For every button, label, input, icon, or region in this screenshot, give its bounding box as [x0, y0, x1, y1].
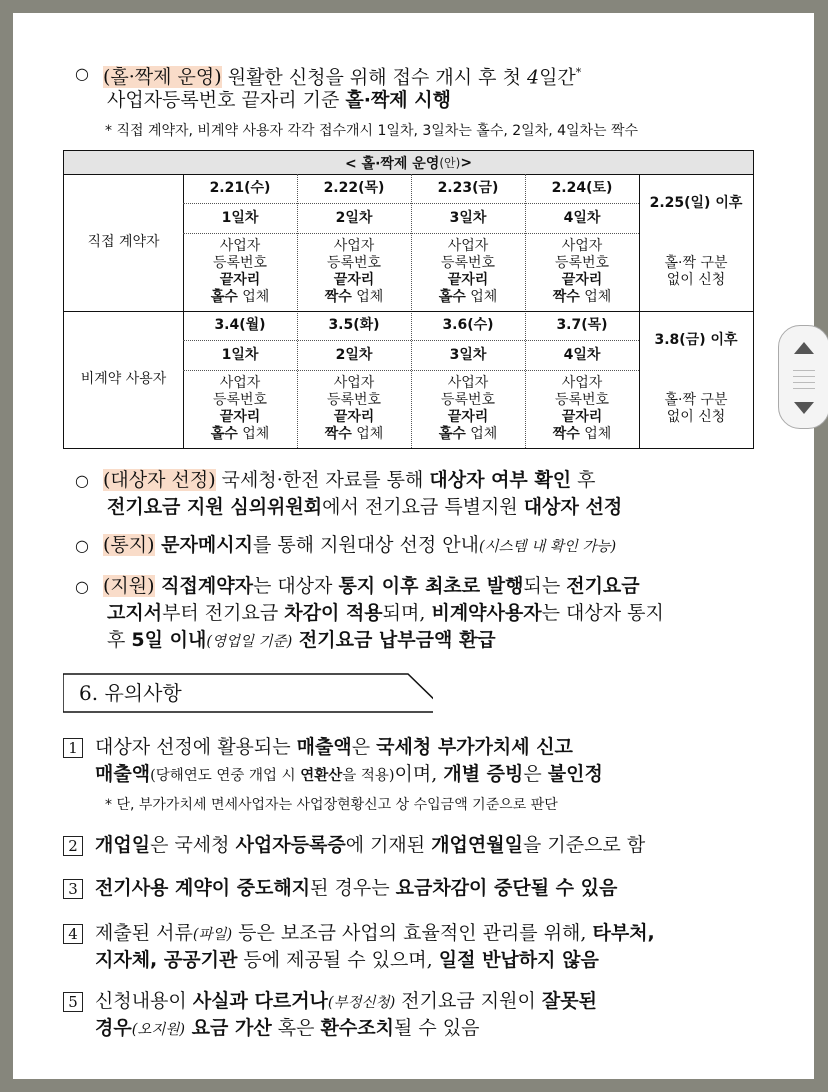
criteria-cell: 사업자 등록번호 끝자리 짝수 업체 — [552, 238, 612, 305]
bullet-4-line-3: 후 5일 이내(영업일 기준) 전기요금 납부금액 환급 — [107, 629, 496, 651]
item-number: 4 — [63, 924, 83, 944]
bullet-1-line-2: 사업자등록번호 끝자리 기준 홀·짝제 시행 — [107, 89, 451, 111]
date-cell: 2.22(목) — [323, 180, 385, 196]
item-1-line-2: 매출액(당해연도 연중 개업 시 연환산을 적용)이며, 개별 증빙은 불인정 — [95, 763, 603, 785]
day-cell: 4일차 — [563, 209, 601, 226]
criteria-cell: 사업자 등록번호 끝자리 짝수 업체 — [324, 238, 384, 305]
date-cell: 3.6(수) — [442, 317, 494, 333]
after-date-cell: 2.25(일) 이후 — [649, 195, 743, 211]
day-cell: 2일차 — [335, 346, 373, 363]
criteria-cell: 사업자 등록번호 끝자리 짝수 업체 — [552, 375, 612, 442]
date-cell: 2.23(금) — [437, 180, 499, 196]
criteria-cell: 사업자 등록번호 끝자리 홀수 업체 — [210, 375, 270, 442]
date-cell: 3.4(월) — [214, 317, 266, 333]
item-1-line-1: 대상자 선정에 활용되는 매출액은 국세청 부가가치세 신고 — [95, 736, 573, 758]
section-header — [63, 673, 433, 713]
bullet-1-note: * 직접 계약자, 비계약 사용자 각각 접수개시 1일차, 3일차는 홀수, 2일차, 4일차는 짝수 — [105, 123, 639, 139]
day-cell: 2일차 — [335, 209, 373, 226]
item-5-line-1: 신청내용이 사실과 다르거나(부정신청) 전기요금 지원이 잘못된 — [95, 990, 597, 1012]
criteria-cell: 사업자 등록번호 끝자리 홀수 업체 — [210, 238, 270, 305]
odd-even-schedule-table — [63, 150, 754, 449]
bullet-2-line-1: (대상자 선정) 국세청·한전 자료를 통해 대상자 여부 확인 후 — [103, 469, 596, 491]
after-date-cell: 3.8(금) 이후 — [654, 332, 738, 348]
criteria-cell: 사업자 등록번호 끝자리 홀수 업체 — [438, 375, 498, 442]
item-2-line-1: 개업일은 국세청 사업자등록증에 기재된 개업연월일을 기준으로 함 — [95, 834, 646, 856]
day-cell: 3일차 — [449, 346, 487, 363]
no-split-cell: 홀·짝 구분 없이 신청 — [664, 392, 728, 425]
day-cell: 1일차 — [221, 346, 259, 363]
bullet-2-line-2: 전기요금 지원 심의위원회에서 전기요금 특별지원 대상자 선정 — [107, 496, 623, 518]
bullet-1-line-1: (홀·짝제 운영) 원활한 신청을 위해 접수 개시 후 첫 4일간* — [103, 66, 582, 89]
criteria-cell: 사업자 등록번호 끝자리 홀수 업체 — [438, 238, 498, 305]
day-cell: 3일차 — [449, 209, 487, 226]
item-5-line-2: 경우(오지원) 요금 가산 혹은 환수조치될 수 있음 — [95, 1017, 480, 1039]
item-number: 1 — [63, 738, 83, 758]
date-cell: 2.21(수) — [209, 180, 271, 196]
group-label-direct: 직접 계약자 — [87, 234, 160, 250]
chevron-up-icon[interactable] — [794, 342, 814, 354]
bullet-3-line-1: (통지) 문자메시지를 통해 지원대상 선정 안내(시스템 내 확인 가능) — [103, 534, 617, 556]
item-1-note: * 단, 부가가치세 면세사업자는 사업장현황신고 상 수입금액 기준으로 판단 — [105, 797, 558, 813]
item-number: 2 — [63, 836, 83, 856]
criteria-cell: 사업자 등록번호 끝자리 짝수 업체 — [324, 375, 384, 442]
bullet-1-tag: (홀·짝제 운영) — [103, 66, 222, 89]
circle-bullet-icon: ○ — [75, 64, 89, 83]
date-cell: 3.5(화) — [328, 317, 380, 333]
section-title: 6. 유의사항 — [79, 681, 182, 705]
group-label-noncontract: 비계약 사용자 — [80, 371, 167, 387]
document-page — [13, 13, 814, 1079]
circle-bullet-icon: ○ — [75, 471, 89, 490]
item-4-line-2: 지자체, 공공기관 등에 제공될 수 있으며, 일절 반납하지 않음 — [95, 949, 599, 971]
day-cell: 4일차 — [563, 346, 601, 363]
date-cell: 3.7(목) — [556, 317, 608, 333]
no-split-cell: 홀·짝 구분 없이 신청 — [664, 255, 728, 288]
bullet-4-line-1: (지원) 직접계약자는 대상자 통지 이후 최초로 발행되는 전기요금 — [103, 575, 640, 597]
circle-bullet-icon: ○ — [75, 536, 89, 555]
day-cell: 1일차 — [221, 209, 259, 226]
item-4-line-1: 제출된 서류(파일) 등은 보조금 사업의 효율적인 관리를 위해, 타부처, — [95, 922, 655, 944]
date-cell: 2.24(토) — [551, 180, 613, 196]
chevron-down-icon[interactable] — [794, 402, 814, 414]
item-number: 3 — [63, 879, 83, 899]
page-scroll-control[interactable] — [778, 325, 828, 429]
item-number: 5 — [63, 992, 83, 1012]
table-title: < 홀·짝제 운영 (안) > — [64, 151, 753, 175]
bullet-4-line-2: 고지서부터 전기요금 차감이 적용되며, 비계약사용자는 대상자 통지 — [107, 602, 664, 624]
item-3-line-1: 전기사용 계약이 중도해지된 경우는 요금차감이 중단될 수 있음 — [95, 877, 618, 899]
circle-bullet-icon: ○ — [75, 577, 89, 596]
